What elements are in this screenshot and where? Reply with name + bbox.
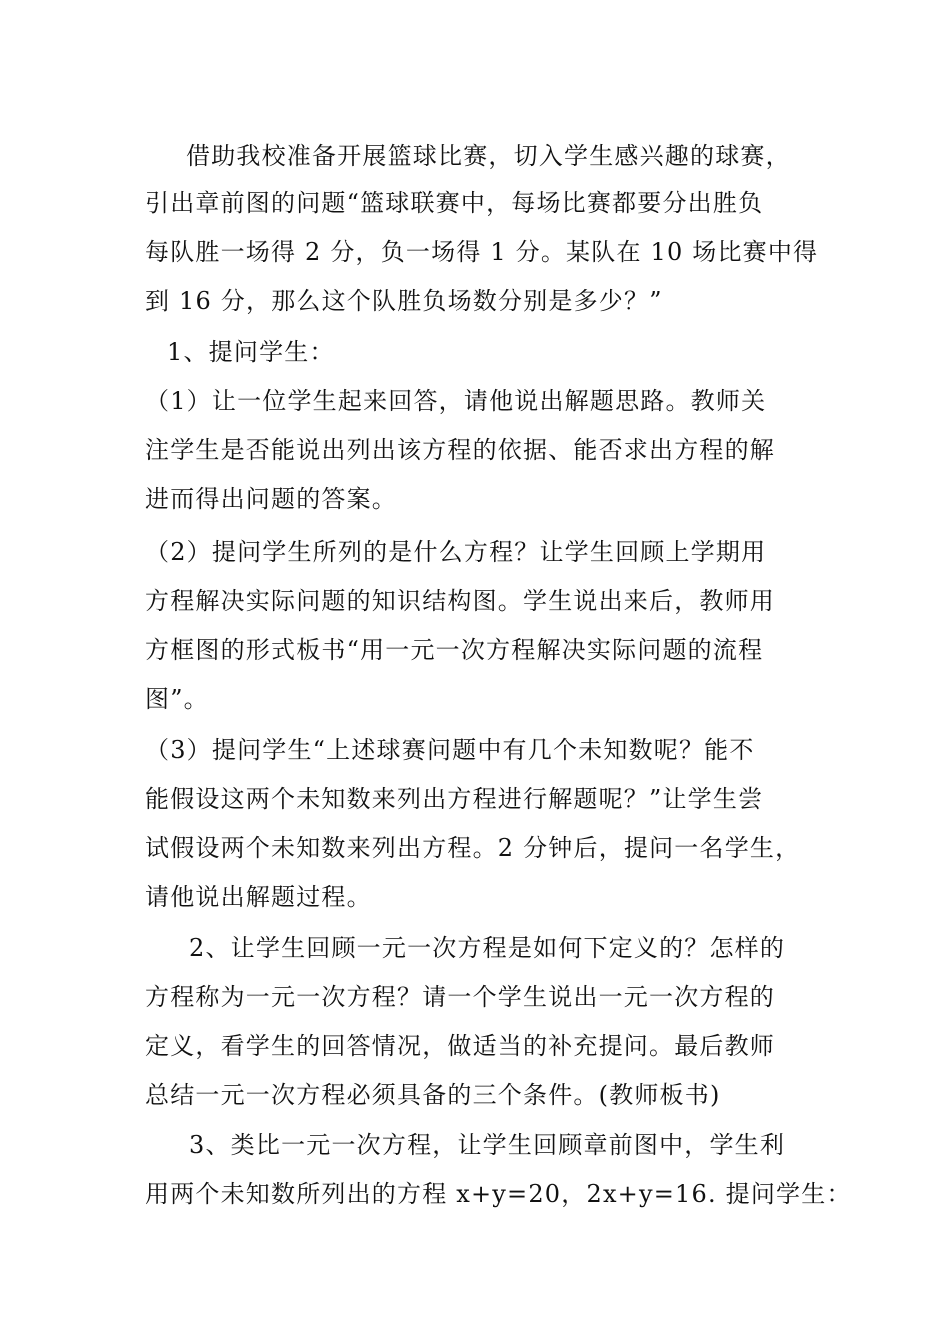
subitem-3-line-1: （3）提问学生“上述球赛问题中有几个未知数呢？能不 xyxy=(145,736,755,764)
subitem-3-line-4: 请他说出解题过程。 xyxy=(145,883,372,911)
subitem-3-line-3: 试假设两个未知数来列出方程。2 分钟后，提问一名学生， xyxy=(145,834,801,862)
subitem-2-line-4: 图”。 xyxy=(145,685,209,713)
paragraph-line-1: 借助我校准备开展篮球比赛，切入学生感兴趣的球赛， xyxy=(186,142,791,170)
subitem-1-line-1: （1）让一位学生起来回答，请他说出解题思路。教师关 xyxy=(145,387,767,415)
subitem-3-line-2: 能假设这两个未知数来列出方程进行解题呢？”让学生尝 xyxy=(145,785,764,813)
list-item-2-line-1: 2、让学生回顾一元一次方程是如何下定义的？怎样的 xyxy=(189,934,786,962)
subitem-2-line-2: 方程解决实际问题的知识结构图。学生说出来后，教师用 xyxy=(145,587,775,615)
list-item-3-line-1: 3、类比一元一次方程，让学生回顾章前图中，学生利 xyxy=(189,1131,786,1159)
list-item-2-line-4: 总结一元一次方程必须具备的三个条件。(教师板书) xyxy=(145,1081,721,1109)
subitem-2-line-1: （2）提问学生所列的是什么方程？让学生回顾上学期用 xyxy=(145,538,767,566)
paragraph-line-4: 到 16 分，那么这个队胜负场数分别是多少？” xyxy=(145,287,663,315)
list-item-2-line-3: 定义，看学生的回答情况，做适当的补充提问。最后教师 xyxy=(145,1032,775,1060)
paragraph-line-3: 每队胜一场得 2 分，负一场得 1 分。某队在 10 场比赛中得 xyxy=(145,238,819,266)
list-item-1-heading: 1、提问学生： xyxy=(167,338,335,366)
subitem-2-line-3: 方框图的形式板书“用一元一次方程解决实际问题的流程 xyxy=(145,636,764,664)
subitem-1-line-3: 进而得出问题的答案。 xyxy=(145,485,397,513)
paragraph-line-2: 引出章前图的问题“篮球联赛中，每场比赛都要分出胜负 xyxy=(145,189,764,217)
list-item-3-line-2: 用两个未知数所列出的方程 x+y=20，2x+y=16. 提问学生： xyxy=(145,1180,852,1208)
list-item-2-line-2: 方程称为一元一次方程？请一个学生说出一元一次方程的 xyxy=(145,983,775,1011)
subitem-1-line-2: 注学生是否能说出列出该方程的依据、能否求出方程的解 xyxy=(145,436,775,464)
